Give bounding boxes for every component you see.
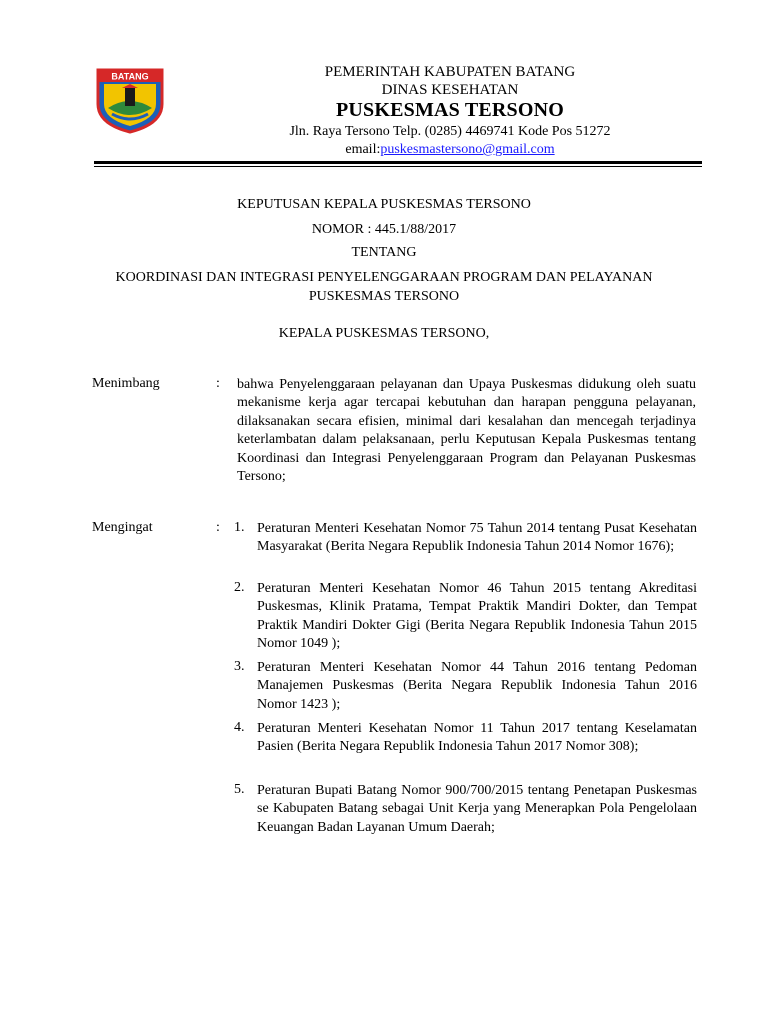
- mengingat-item-number: 3.: [234, 659, 245, 674]
- decision-head: KEPALA PUSKESMAS TERSONO,: [278, 326, 490, 341]
- email-label: email:: [345, 142, 381, 157]
- svg-text:BATANG: BATANG: [111, 71, 149, 82]
- decision-about: TENTANG: [351, 245, 417, 260]
- mengingat-label: Mengingat: [92, 520, 153, 535]
- letterhead-rule-thin: [94, 166, 702, 167]
- decision-subject-line2: PUSKESMAS TERSONO: [308, 289, 460, 304]
- mengingat-item-text: Peraturan Menteri Kesehatan Nomor 46 Tahun 2015 tentang Akreditasi Puskesmas, Klinik Pratama, Tempat Praktik Mandiri Dokter, dan Tempat Praktik Mandiri Dokter Gigi (Berita Negara Republik Indonesia Tahun 2015 Nomor 1049 );: [257, 581, 697, 652]
- email-link[interactable]: puskesmastersono@gmail.com: [380, 142, 555, 157]
- mengingat-item-number: 1.: [234, 520, 245, 535]
- mengingat-item-number: 4.: [234, 720, 245, 735]
- menimbang-text: bahwa Penyelenggaraan pelayanan dan Upaya Puskesmas didukung oleh suatu mekanisme kerja agar tercapai kebutuhan dan harapan pengguna pelayanan, dilaksanakan secara efisien, minimal dari kesalahan dan mencegah terjadinya keterlambatan dalam pelaksanaan, perlu Keputusan Kepala Puskesmas tentang Koordinasi dan Integrasi Penyelenggaraan Program dan Pelayanan Puskesmas Tersono;: [237, 377, 696, 485]
- letterhead-department: DINAS KESEHATAN: [381, 82, 519, 98]
- mengingat-colon: :: [216, 520, 220, 535]
- letterhead-address: Jln. Raya Tersono Telp. (0285) 4469741 Kode Pos 51272: [289, 124, 611, 139]
- mengingat-item-text: Peraturan Menteri Kesehatan Nomor 11 Tahun 2017 tentang Keselamatan Pasien (Berita Negara Republik Indonesia Tahun 2017 Nomor 308);: [257, 721, 697, 755]
- letterhead-rule-thick: [94, 161, 702, 164]
- mengingat-item-number: 2.: [234, 580, 245, 595]
- menimbang-label: Menimbang: [92, 376, 160, 391]
- mengingat-item-number: 5.: [234, 782, 245, 797]
- mengingat-item-text: Peraturan Menteri Kesehatan Nomor 44 Tahun 2016 tentang Pedoman Manajemen Puskesmas (Berita Negara Republik Indonesia Tahun 2016 Nomor 1423 );: [257, 660, 697, 712]
- decision-number: NOMOR : 445.1/88/2017: [311, 222, 457, 237]
- mengingat-item-text: Peraturan Bupati Batang Nomor 900/700/2015 tentang Penetapan Puskesmas se Kabupaten Batang sebagai Unit Kerja yang Menerapkan Pola Pengelolaan Keuangan Badan Layanan Umum Daerah;: [257, 783, 697, 835]
- letterhead-institution: PUSKESMAS TERSONO: [335, 99, 565, 121]
- menimbang-colon: :: [216, 376, 220, 391]
- letterhead-government: PEMERINTAH KABUPATEN BATANG: [324, 64, 576, 80]
- letterhead-email-line: [200, 142, 700, 158]
- mengingat-item-text: Peraturan Menteri Kesehatan Nomor 75 Tahun 2014 tentang Pusat Kesehatan Masyarakat (Berita Negara Republik Indonesia Tahun 2014 Nomor 1676);: [257, 521, 697, 555]
- batang-regency-logo: [94, 64, 166, 134]
- decision-subject-line1: KOORDINASI DAN INTEGRASI PENYELENGGARAAN PROGRAM DAN PELAYANAN: [115, 270, 653, 285]
- decision-title: KEPUTUSAN KEPALA PUSKESMAS TERSONO: [237, 197, 531, 212]
